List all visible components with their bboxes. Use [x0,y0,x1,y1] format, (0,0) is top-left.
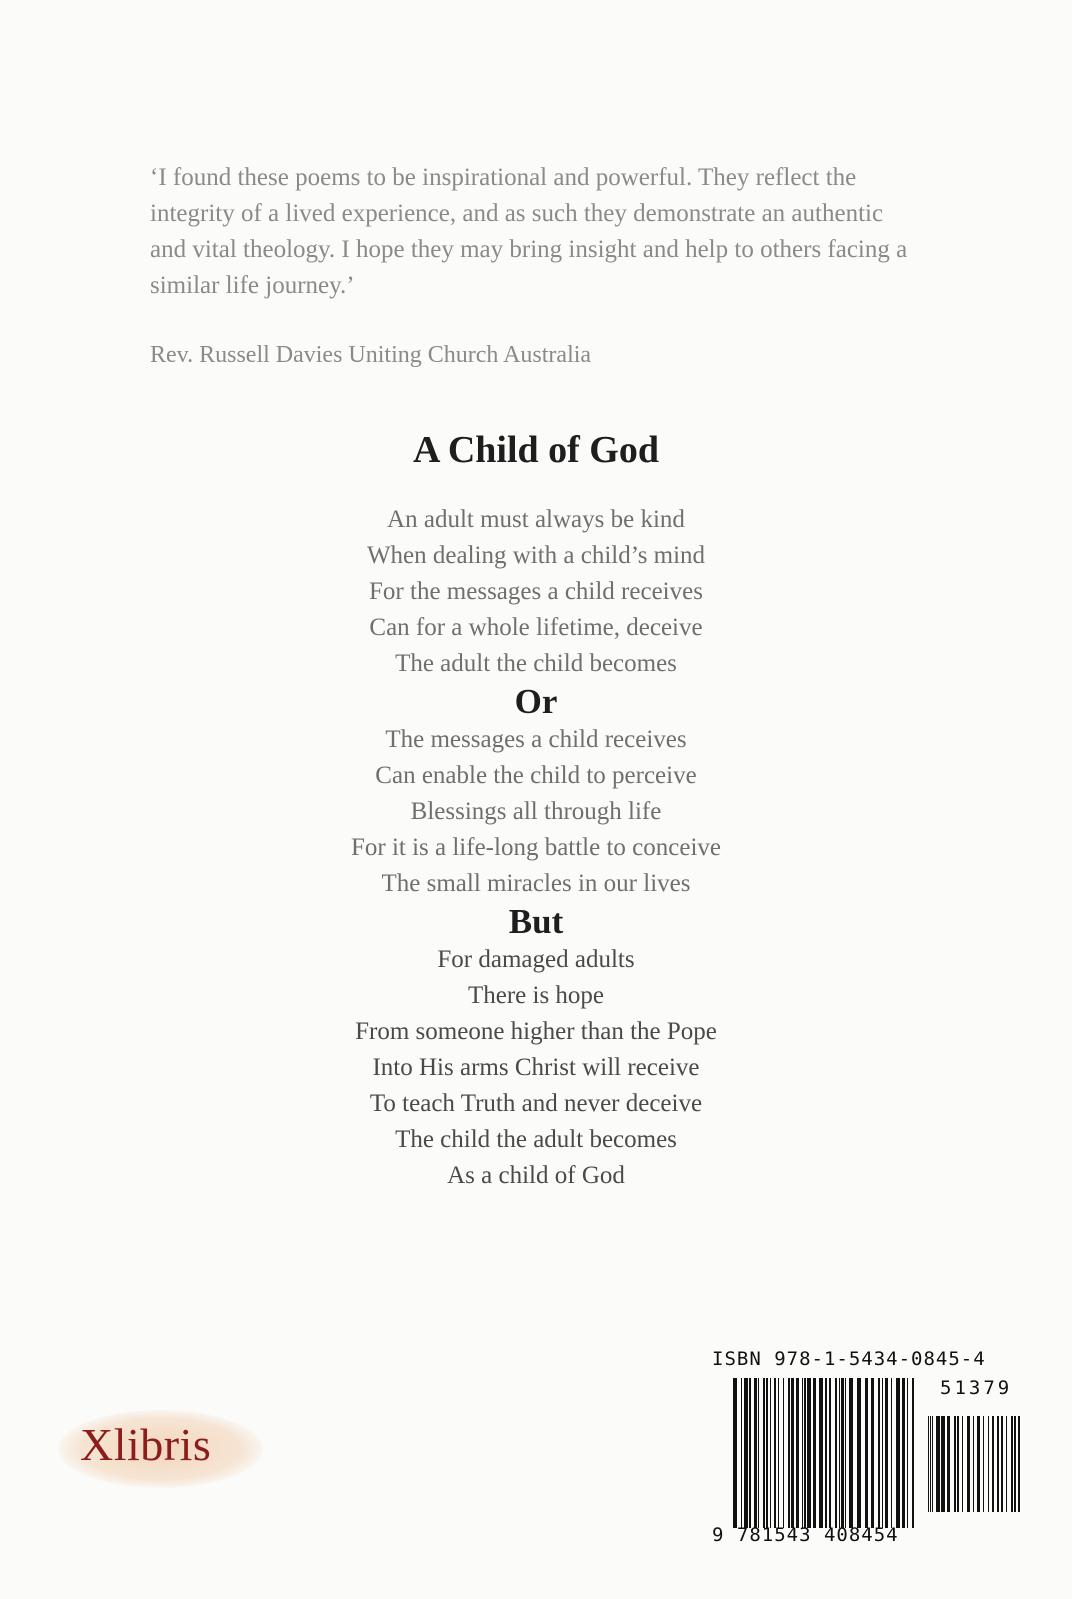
barcode-bar [825,1378,827,1528]
barcode-bar [878,1378,880,1528]
barcode-bar [891,1378,892,1528]
barcode-bar [947,1416,950,1512]
barcode-bar [744,1378,748,1528]
barcode-bar [845,1378,846,1528]
barcode-bar [774,1378,776,1528]
barcode-bar [907,1378,908,1528]
barcode-bar [733,1378,737,1528]
poem-title: A Child of God [412,429,660,471]
barcode-bar [741,1378,742,1528]
barcode-bar [973,1416,974,1512]
barcode-bar [957,1416,959,1512]
poem-line: As a child of God [447,1162,625,1189]
barcode-bar [763,1378,765,1528]
poem-stanza-1 [0,502,1072,1194]
barcode-bar [896,1378,900,1528]
barcode-bar [997,1416,999,1512]
barcode-bar [885,1378,888,1528]
barcode-bar [932,1416,933,1512]
barcode-bar [962,1416,963,1512]
endorsement-quote: ‘I found these poems to be inspirational and powerful. They reflect the integrity of a lived experience, and as such they demonstrate an authentic and vital theology. I hope they may bring insight and help to others facing a similar life journey.’ [150,164,908,299]
barcode-bar [1001,1416,1003,1512]
barcode-bar [849,1378,853,1528]
barcode-number: 9 781543 408454 [712,1524,899,1546]
barcode-bar [967,1416,970,1512]
barcode-bar [928,1416,929,1512]
barcode-bar [758,1378,759,1528]
barcode-bar [829,1378,831,1528]
poem-divider-but: But [508,902,564,941]
barcode-bar [791,1378,794,1528]
barcode-bar [977,1416,980,1512]
barcode-bar [941,1416,945,1512]
barcode-bar [882,1378,883,1528]
poem-line: Blessings all through life [410,798,662,825]
barcode-bar [871,1378,874,1528]
poem-line: When dealing with a child’s mind [366,542,706,569]
poem-line: For damaged adults [437,946,635,973]
barcode-bar [796,1378,799,1528]
publisher-name: Xlibris [80,1419,212,1470]
poem-line: For the messages a child receives [369,578,703,605]
barcode-bar [754,1378,757,1528]
barcode-main [733,1378,915,1528]
isbn-label: ISBN 978-1-5434-0845-4 [712,1348,986,1370]
barcode-bar [778,1378,779,1528]
poem-line: From someone higher than the Pope [355,1018,717,1045]
barcode-bar [819,1378,823,1528]
publisher-logo [58,1410,263,1488]
barcode-bar [1011,1416,1013,1512]
barcode-bar [807,1378,811,1528]
barcode-bar [813,1378,816,1528]
poem-line: The small miracles in our lives [381,870,691,897]
barcode-bar [954,1416,956,1512]
barcode-bar [902,1378,905,1528]
barcode-bar [835,1378,837,1528]
poem-line: The adult the child becomes [395,650,677,677]
barcode-bar [865,1378,868,1528]
endorsement-attribution: Rev. Russell Davies Uniting Church Australia [150,342,592,368]
barcode-bar [930,1416,931,1512]
poem-line: Can enable the child to perceive [375,762,697,789]
barcode-bar [983,1416,984,1512]
barcode-bar [1018,1416,1020,1512]
poem-line: The child the adult becomes [395,1126,677,1153]
barcode-bar [802,1378,803,1528]
barcode-bar [857,1378,861,1528]
poem-line: To teach Truth and never deceive [369,1090,703,1117]
poem-line: The messages a child receives [385,726,687,753]
poem-line: An adult must always be kind [387,506,685,533]
barcode-bar [936,1416,940,1512]
barcode-bar [992,1416,994,1512]
barcode-bar [1006,1416,1007,1512]
barcode-bar [839,1378,840,1528]
poem-line: Can for a whole lifetime, deceive [369,614,703,641]
barcode-bar [988,1416,989,1512]
barcode-bar [783,1378,784,1528]
barcode-bar [766,1378,768,1528]
barcode-bar [770,1378,771,1528]
barcode-addon [928,1416,1020,1512]
barcode-bar [804,1378,806,1528]
barcode-bar [912,1378,914,1528]
poem-divider-or: Or [514,682,558,721]
barcode-bar [788,1378,790,1528]
barcode-bar [749,1378,751,1528]
barcode-bar [1014,1416,1016,1512]
poem-line: There is hope [467,982,605,1009]
poem-line: For it is a life-long battle to conceive [350,834,722,861]
barcode-addon-number: 51379 [940,1377,1013,1399]
barcode-bar [841,1378,844,1528]
poem-line: Into His arms Christ will receive [372,1054,700,1081]
